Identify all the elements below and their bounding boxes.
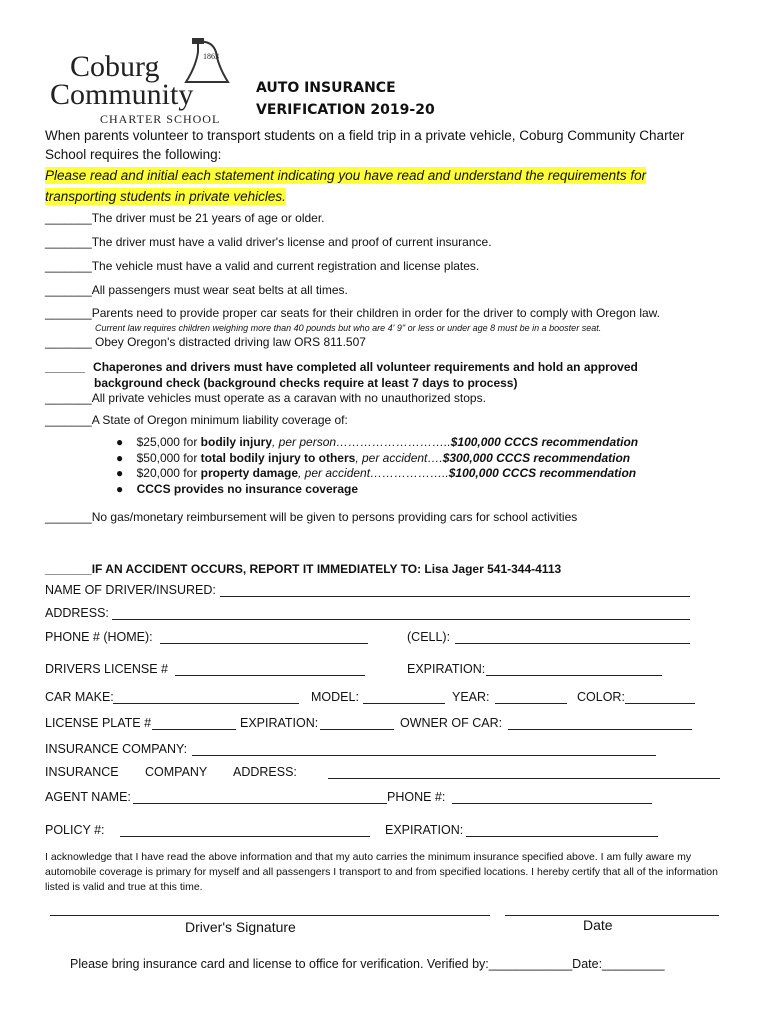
color-label: COLOR: bbox=[577, 690, 625, 704]
signature-field[interactable] bbox=[50, 915, 490, 916]
address-label: ADDRESS: bbox=[45, 606, 109, 620]
initial-blank[interactable]: _______ bbox=[45, 335, 92, 349]
signature-label: Driver's Signature bbox=[185, 919, 296, 935]
statement-row bbox=[45, 211, 325, 225]
cell-label: (CELL): bbox=[407, 630, 451, 644]
acknowledgement-text: I acknowledge that I have read the above information and that my auto carries the minimum insurance specified above. I am fully aware my automobile coverage is primary for myself and all passengers I transport to and from specified locations. I hereby certify that all of the information listed is valid and true at this time. bbox=[45, 851, 718, 893]
statement-text: All private vehicles must operate as a caravan with no unauthorized stops. bbox=[91, 391, 486, 405]
statement-text: The vehicle must have a valid and current registration and license plates. bbox=[91, 259, 480, 273]
model-label: MODEL: bbox=[311, 690, 359, 704]
initial-blank[interactable]: _______ bbox=[45, 283, 92, 297]
statement-row bbox=[45, 510, 577, 524]
insurance-address-field[interactable] bbox=[328, 778, 720, 779]
instruction-line1: Please read and initial each statement indicating you have read and understand the requirements for bbox=[45, 168, 647, 183]
statement-row bbox=[45, 306, 660, 320]
footer-verification: Please bring insurance card and license to office for verification. Verified by:____________Date:_________ bbox=[70, 957, 665, 971]
license-label: DRIVERS LICENSE # bbox=[45, 662, 168, 676]
cell-field[interactable] bbox=[455, 643, 690, 644]
intro-line1: When parents volunteer to transport students on a field trip in a private vehicle, Coburg Community Charter bbox=[45, 128, 685, 143]
plate-expiration-label: EXPIRATION: bbox=[240, 716, 319, 730]
phone-home-field[interactable] bbox=[160, 643, 368, 644]
owner-field[interactable] bbox=[508, 729, 692, 730]
form-title-line2: VERIFICATION 2019-20 bbox=[256, 102, 435, 118]
statement-text: No gas/monetary reimbursement will be given to persons providing cars for school activities bbox=[91, 510, 578, 524]
car-make-label: CAR MAKE: bbox=[45, 690, 114, 704]
statement-row bbox=[45, 235, 492, 249]
insurance-company-field[interactable] bbox=[192, 755, 656, 756]
logo-year: 1863 bbox=[203, 52, 219, 61]
license-field[interactable] bbox=[175, 675, 365, 676]
form-title-line1: AUTO INSURANCE bbox=[256, 80, 396, 96]
initial-blank[interactable]: ______ bbox=[45, 360, 86, 374]
initial-blank[interactable]: _______ bbox=[45, 211, 92, 225]
initial-blank[interactable]: _______ bbox=[45, 510, 92, 524]
insurance-company-label: INSURANCE COMPANY: bbox=[45, 742, 188, 756]
coverage-item: ● $25,000 for bodily injury, per person………………………..$100,000 CCCS recommendation bbox=[116, 435, 639, 449]
year-label: YEAR: bbox=[452, 690, 490, 704]
coverage-item: ● $50,000 for total bodily injury to others, per accident….$300,000 CCCS recommendation bbox=[116, 451, 631, 465]
coverage-item: ● $20,000 for property damage, per accident………………..$100,000 CCCS recommendation bbox=[116, 466, 637, 480]
statement-row bbox=[45, 360, 638, 374]
license-expiration-label: EXPIRATION: bbox=[407, 662, 486, 676]
initial-blank[interactable]: _______ bbox=[45, 235, 92, 249]
statement-row bbox=[45, 259, 479, 273]
statement-row bbox=[45, 335, 366, 349]
school-logo bbox=[48, 38, 248, 128]
statement-text: Parents need to provide proper car seats for their children in order for the driver to comply with Oregon law. bbox=[91, 306, 660, 320]
agent-phone-field[interactable] bbox=[452, 803, 652, 804]
logo-word-charter-school: CHARTER SCHOOL bbox=[100, 112, 221, 126]
address-field[interactable] bbox=[112, 619, 690, 620]
owner-label: OWNER OF CAR: bbox=[400, 716, 503, 730]
policy-expiration-label: EXPIRATION: bbox=[385, 823, 464, 837]
statement-text: The driver must be 21 years of age or older. bbox=[91, 211, 325, 225]
initial-blank[interactable]: _______ bbox=[45, 259, 92, 273]
booster-seat-note: Current law requires children weighing more than 40 pounds but who are 4' 9" or less or under age 8 must be in a booster seat. bbox=[95, 323, 602, 333]
instruction-line2: transporting students in private vehicles. bbox=[45, 189, 286, 204]
car-make-field[interactable] bbox=[113, 703, 299, 704]
color-field[interactable] bbox=[625, 703, 695, 704]
statement-text: Obey Oregon's distracted driving law ORS 811.507 bbox=[91, 335, 366, 349]
insurance-address-label-3: ADDRESS: bbox=[233, 765, 297, 779]
statement-row bbox=[45, 283, 348, 297]
policy-expiration-field[interactable] bbox=[466, 836, 658, 837]
plate-label: LICENSE PLATE # bbox=[45, 716, 152, 730]
statement-row bbox=[45, 413, 348, 427]
intro-line2: School requires the following: bbox=[45, 147, 222, 162]
policy-field[interactable] bbox=[120, 836, 370, 837]
initial-blank[interactable]: _______ bbox=[45, 391, 92, 405]
logo-word-coburg: Coburg bbox=[70, 50, 160, 83]
accident-text: IF AN ACCIDENT OCCURS, REPORT IT IMMEDIATELY TO: Lisa Jager 541-344-4113 bbox=[91, 562, 562, 576]
plate-expiration-field[interactable] bbox=[320, 729, 394, 730]
insurance-address-label-1: INSURANCE bbox=[45, 765, 119, 779]
model-field[interactable] bbox=[363, 703, 445, 704]
driver-name-field[interactable] bbox=[220, 596, 690, 597]
statement-text: The driver must have a valid driver's license and proof of current insurance. bbox=[91, 235, 492, 249]
driver-name-label: NAME OF DRIVER/INSURED: bbox=[45, 583, 216, 597]
policy-label: POLICY #: bbox=[45, 823, 105, 837]
accident-row bbox=[45, 562, 561, 576]
statement-text: A State of Oregon minimum liability coverage of: bbox=[91, 413, 348, 427]
year-field[interactable] bbox=[495, 703, 567, 704]
statement-text: background check (background checks require at least 7 days to process) bbox=[94, 376, 518, 390]
date-field[interactable] bbox=[505, 915, 719, 916]
agent-name-field[interactable] bbox=[133, 803, 387, 804]
coverage-item: ● CCCS provides no insurance coverage bbox=[116, 482, 358, 496]
license-expiration-field[interactable] bbox=[486, 675, 662, 676]
initial-blank[interactable]: _______ bbox=[45, 306, 92, 320]
agent-phone-label: PHONE #: bbox=[387, 790, 446, 804]
agent-name-label: AGENT NAME: bbox=[45, 790, 131, 804]
initial-blank[interactable]: _______ bbox=[45, 413, 92, 427]
date-label: Date bbox=[583, 917, 613, 933]
phone-home-label: PHONE # (HOME): bbox=[45, 630, 153, 644]
logo-word-community: Community bbox=[50, 78, 194, 111]
statement-row bbox=[45, 391, 486, 405]
statement-text: Chaperones and drivers must have completed all volunteer requirements and hold an approved bbox=[93, 360, 638, 374]
insurance-address-label-2: COMPANY bbox=[145, 765, 208, 779]
statement-text: All passengers must wear seat belts at all times. bbox=[91, 283, 348, 297]
initial-blank[interactable]: _______ bbox=[45, 562, 92, 576]
plate-field[interactable] bbox=[152, 729, 236, 730]
